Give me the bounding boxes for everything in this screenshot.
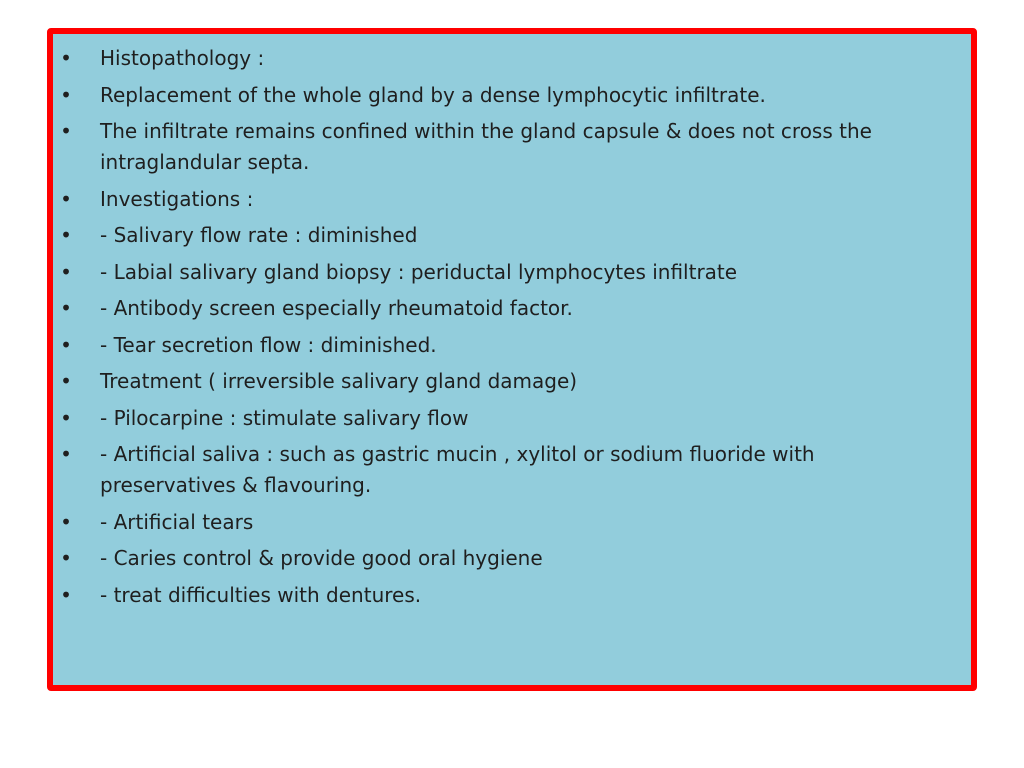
bullet-dot-icon: • [60,186,72,211]
bullet-item-salivary-flow [53,220,971,251]
bullet-item-infiltrate [53,116,971,178]
bullet-item-investigations [53,184,971,215]
bullet-dot-icon: • [60,442,72,466]
bullet-item-artificial-saliva [53,439,971,501]
bullet-item-biopsy [53,257,971,288]
bullet-dot-icon: • [60,405,72,430]
bullet-item-pilocarpine [53,403,971,434]
bullet-text: - Salivary flow rate : diminished [100,223,418,247]
bullet-dot-icon: • [60,46,72,70]
bullet-item-treatment [53,366,971,397]
bullet-item-antibody [53,293,971,324]
bullet-item-dentures [53,580,971,611]
bullet-text: Investigations : [100,186,254,211]
bullet-dot-icon: • [60,332,72,357]
bullet-list [53,43,971,616]
bullet-item-tear-secretion [53,330,971,361]
bullet-item-histopathology [53,43,971,74]
bullet-text: - Labial salivary gland biopsy : periductal lymphocytes infiltrate [100,259,738,284]
bullet-text: The infiltrate remains confined within the gland capsule & does not cross the intraglandular septa. [100,119,872,174]
bullet-text: - Pilocarpine : stimulate salivary flow [100,405,469,430]
bullet-text: - Tear secretion flow : diminished. [100,332,437,357]
bullet-dot-icon: • [60,119,72,143]
bullet-dot-icon: • [60,546,72,570]
bullet-text: - Caries control & provide good oral hygiene [100,546,543,570]
bullet-text: - treat difficulties with dentures. [100,582,422,607]
bullet-dot-icon: • [60,509,72,534]
bullet-item-caries-control [53,543,971,574]
bullet-dot-icon: • [60,582,72,607]
content-box [47,28,977,691]
bullet-text: - Artificial tears [100,509,254,534]
bullet-text: - Antibody screen especially rheumatoid factor. [100,296,573,320]
bullet-text: Histopathology : [100,46,265,70]
bullet-item-replacement [53,80,971,111]
bullet-dot-icon: • [60,296,72,320]
bullet-dot-icon: • [60,82,72,107]
bullet-dot-icon: • [60,259,72,284]
bullet-text: Treatment ( irreversible salivary gland damage) [100,369,578,393]
bullet-text: Replacement of the whole gland by a dense lymphocytic infiltrate. [100,82,766,107]
bullet-dot-icon: • [60,223,72,247]
bullet-dot-icon: • [60,369,72,393]
bullet-text: - Artificial saliva : such as gastric mucin , xylitol or sodium fluoride with preservatives & flavouring. [100,442,815,497]
bullet-item-artificial-tears [53,507,971,538]
